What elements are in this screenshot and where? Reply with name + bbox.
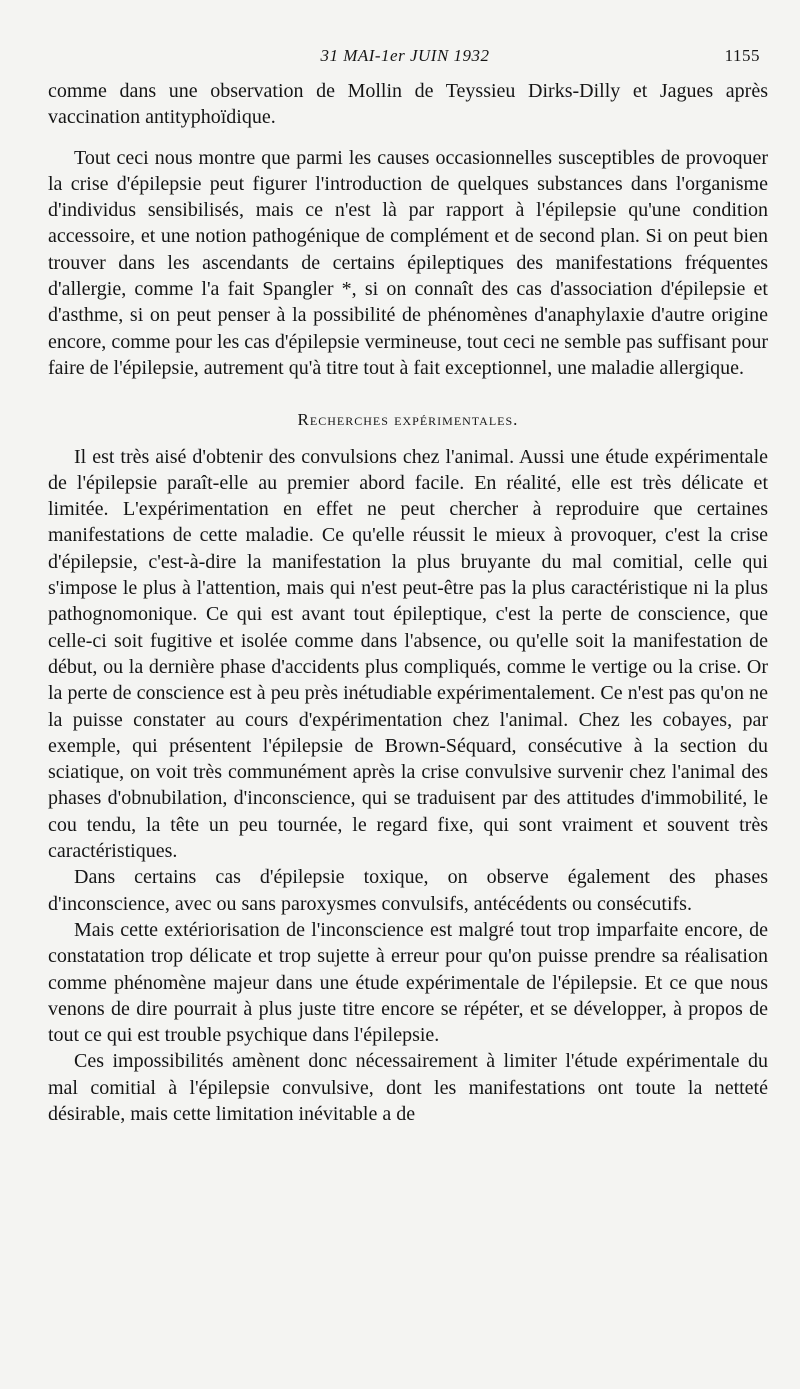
page-body (48, 78, 768, 1127)
paragraph: Mais cette extériorisation de l'inconscience est malgré tout trop imparfaite encore, de constatation trop délicate et trop sujette à erreur pour qu'on puisse prendre sa réalisation comme phénomène majeur dans une étude expérimentale de l'épilepsie. Et ce que nous venons de dire pourrait à plus juste titre encore se répéter, et se développer, à propos de tout ce qui est trouble psychique dans l'épilepsie. (48, 918, 768, 1047)
paragraph: Il est très aisé d'obtenir des convulsions chez l'animal. Aussi une étude expérimentale de l'épilepsie paraît-elle au premier abord facile. En réalité, elle est très délicate et limitée. L'expérimentation en effet ne peut chercher à reproduire que certaines manifestations de cette maladie. Ce qu'elle réussit le mieux à provoquer, c'est la crise d'épilepsie, c'est-à-dire la manifestation la plus bruyante du mal comitial, celle qui s'impose le plus à l'attention, mais qui n'est peut-être pas la plus caractéristique ni la plus pathognomonique. Ce qui est avant tout épileptique, c'est la perte de conscience, que celle-ci soit fugitive et isolée comme dans l'absence, ou qu'elle soit la manifestation de début, ou la dernière phase d'accidents plus compliqués, comme le vertige ou la crise. Or la perte de conscience est à peu près inétudiable expérimentalement. Ce n'est pas qu'on ne la puisse constater au cours d'expérimentation chez l'animal. Chez les cobayes, par exemple, qui présentent l'épilepsie de Brown-Séquard, consécutive à la section du sciatique, on voit très communément après la crise convulsive survenir chez l'animal des phases d'obnubilation, d'inconscience, qui se traduisent par des attitudes d'immobilité, le cou tendu, la tête un peu tournée, le regard fixe, qui sont vraiment et souvent très caractéristiques. (48, 445, 768, 863)
paragraph: Tout ceci nous montre que parmi les causes occasionnelles susceptibles de provoquer la crise d'épilepsie peut figurer l'introduction de quelques substances dans l'organisme d'individus sensibilisés, mais ce n'est là par rapport à l'épilepsie qu'une condition accessoire, et une notion pathogénique de complément et de second plan. Si on peut bien trouver dans les ascendants de certains épileptiques des manifestations fréquentes d'allergie, comme l'a fait Spangler *, si on connaît des cas d'association d'épilepsie et d'asthme, si on peut penser à la possibilité de phénomènes d'anaphylaxie d'autre origine encore, comme pour les cas d'épilepsie vermineuse, tout ceci ne semble pas suffisant pour faire de l'épilepsie, autrement qu'à titre tout à fait exceptionnel, une maladie allergique. (48, 146, 768, 379)
paragraph: Ces impossibilités amènent donc nécessairement à limiter l'étude expérimentale du mal comitial à l'épilepsie convulsive, dont les manifestations ont toute la netteté désirable, mais cette limitation inévitable a de (48, 1050, 768, 1125)
page-header (50, 46, 760, 70)
section-heading-text: Recherches expérimentales. (297, 410, 519, 430)
paragraph: comme dans une observation de Mollin de Teyssieu Dirks-Dilly et Jagues après vaccination antityphoïdique. (48, 80, 768, 129)
paragraph: Dans certains cas d'épilepsie toxique, on observe également des phases d'inconscience, avec ou sans paroxysmes convulsifs, antécédents ou consécutifs. (48, 866, 768, 915)
section-heading (48, 407, 768, 433)
page-number: 1155 (724, 46, 760, 65)
running-title: 31 MAI-1er JUIN 1932 (320, 46, 490, 65)
